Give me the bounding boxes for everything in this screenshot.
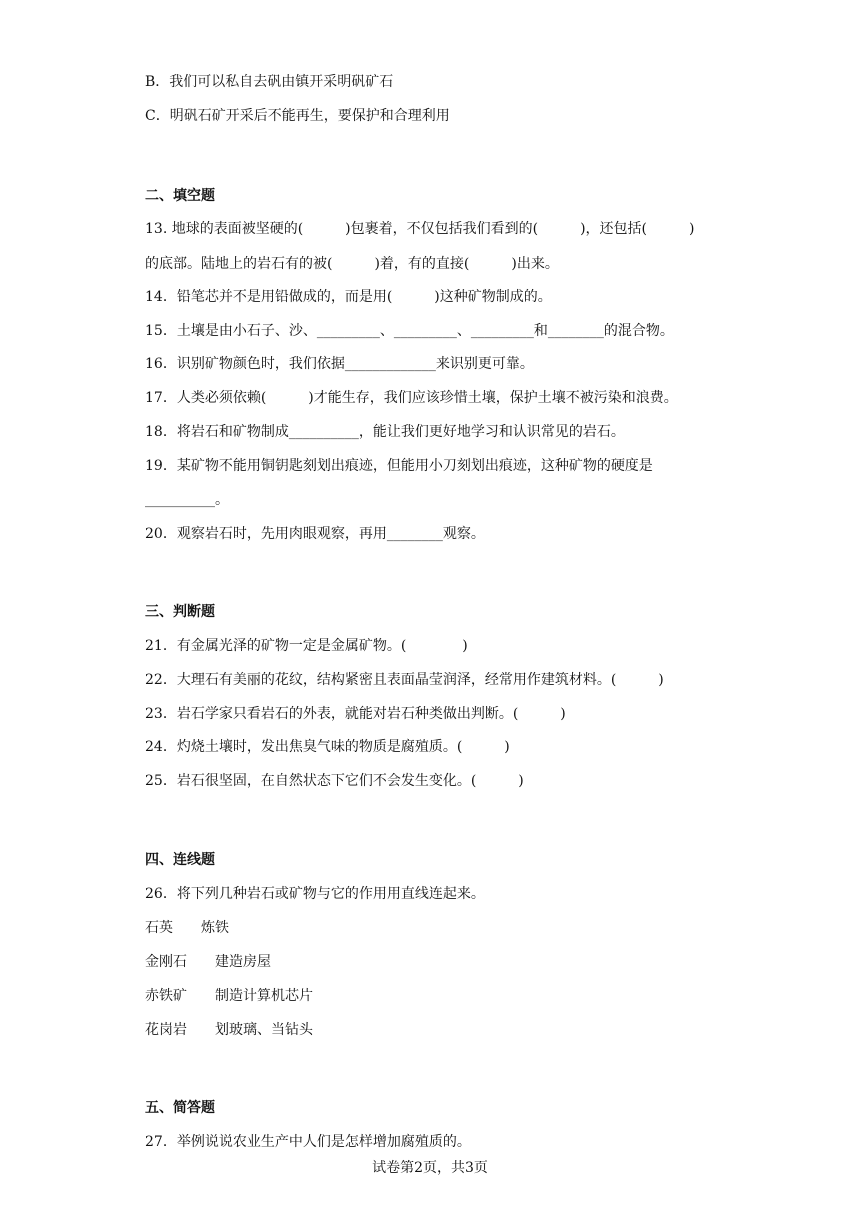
matching-item-1: 石英 炼铁: [145, 920, 229, 936]
question-14: 14．铅笔芯并不是用铅做成的，而是用( )这种矿物制成的。: [145, 289, 552, 305]
matching-item-2: 金刚石 建造房屋: [145, 954, 271, 970]
question-20: 20．观察岩石时，先用肉眼观察，再用________观察。: [145, 526, 485, 542]
section-true-false-heading: 三、判断题: [145, 604, 215, 620]
question-13-line-1: 13. 地球的表面被坚硬的( )包裹着，不仅包括我们看到的( )，还包括( ): [145, 221, 695, 237]
question-19-line-2: __________。: [145, 492, 229, 508]
question-25: 25．岩石很坚固，在自然状态下它们不会发生变化。( ): [145, 773, 524, 789]
option-c: C．明矾石矿开采后不能再生，要保护和合理利用: [145, 108, 450, 124]
question-18: 18．将岩石和矿物制成__________，能让我们更好地学习和认识常见的岩石。: [145, 424, 625, 440]
question-13-line-2: 的底部。陆地上的岩石有的被( )着，有的直接( )出来。: [145, 256, 559, 272]
question-23: 23．岩石学家只看岩石的外表，就能对岩石种类做出判断。( ): [145, 706, 566, 722]
section-short-answer-heading: 五、简答题: [145, 1100, 215, 1116]
option-b: B．我们可以私自去矾由镇开采明矾矿石: [145, 74, 394, 90]
question-19-line-1: 19．某矿物不能用铜钥匙刻划出痕迹，但能用小刀刻划出痕迹，这种矿物的硬度是: [145, 458, 653, 474]
page-footer: 试卷第2页，共3页: [372, 1160, 488, 1176]
question-15: 15．土壤是由小石子、沙、_________、_________、_________和________的混合物。: [145, 323, 674, 339]
matching-item-3: 赤铁矿 制造计算机芯片: [145, 988, 313, 1004]
question-21: 21．有金属光泽的矿物一定是金属矿物。( ): [145, 638, 468, 654]
section-matching-heading: 四、连线题: [145, 852, 215, 868]
question-27: 27．举例说说农业生产中人们是怎样增加腐殖质的。: [145, 1134, 471, 1150]
question-22: 22．大理石有美丽的花纹，结构紧密且表面晶莹润泽，经常用作建筑材料。( ): [145, 672, 664, 688]
section-fill-in-heading: 二、填空题: [145, 188, 215, 204]
question-16: 16．识别矿物颜色时，我们依据_____________来识别更可靠。: [145, 356, 534, 372]
question-17: 17．人类必须依赖( )才能生存，我们应该珍惜土壤，保护土壤不被污染和浪费。: [145, 390, 678, 406]
question-26: 26．将下列几种岩石或矿物与它的作用用直线连起来。: [145, 886, 485, 902]
question-24: 24．灼烧土壤时，发出焦臭气味的物质是腐殖质。( ): [145, 739, 510, 755]
matching-item-4: 花岗岩 划玻璃、当钻头: [145, 1022, 313, 1038]
